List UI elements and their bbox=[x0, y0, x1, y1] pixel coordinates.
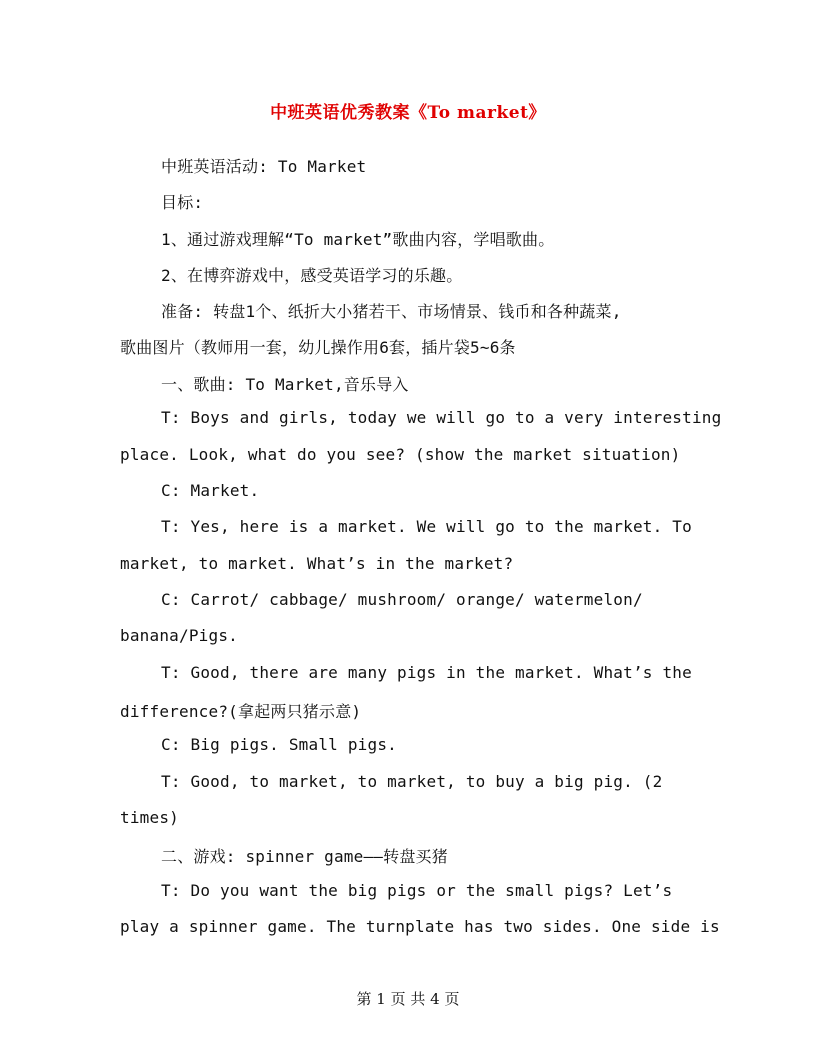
document-title: 中班英语优秀教案《To market》 bbox=[270, 103, 546, 123]
text-line: C: Big pigs. Small pigs. bbox=[161, 735, 397, 754]
text-line: 二、游戏: spinner game——转盘买猪 bbox=[161, 847, 448, 866]
text-line: 一、歌曲: To Market,音乐导入 bbox=[161, 375, 409, 394]
text-line: place. Look, what do you see? (show the market situation) bbox=[120, 445, 681, 464]
text-line: T: Do you want the big pigs or the small pigs? Let’s bbox=[161, 881, 673, 900]
text-line: 准备: 转盘1个、纸折大小猪若干、市场情景、钱币和各种蔬菜, bbox=[161, 302, 622, 321]
text-line: 1、通过游戏理解“To market”歌曲内容，学唱歌曲。 bbox=[161, 230, 555, 249]
text-line: 2、在博弈游戏中，感受英语学习的乐趣。 bbox=[161, 266, 463, 285]
text-line: banana/Pigs. bbox=[120, 626, 238, 645]
text-line: T: Good, to market, to market, to buy a big pig. (2 bbox=[161, 772, 663, 791]
text-line: 目标: bbox=[161, 193, 204, 212]
text-line: difference?(拿起两只猪示意) bbox=[120, 702, 362, 721]
text-line: T: Good, there are many pigs in the market. What’s the bbox=[161, 663, 692, 682]
text-line: market, to market. What’s in the market? bbox=[120, 554, 514, 573]
text-line: 中班英语活动: To Market bbox=[161, 157, 367, 176]
text-line: C: Market. bbox=[161, 481, 260, 500]
text-line: play a spinner game. The turnplate has two sides. One side is bbox=[120, 917, 720, 936]
text-line: 歌曲图片（教师用一套，幼儿操作用6套，插片袋5~6条 bbox=[120, 338, 516, 357]
text-line: T: Yes, here is a market. We will go to the market. To bbox=[161, 517, 692, 536]
text-line: times) bbox=[120, 808, 179, 827]
page-footer: 第 1 页 共 4 页 bbox=[356, 990, 460, 1008]
text-line: C: Carrot/ cabbage/ mushroom/ orange/ watermelon/ bbox=[161, 590, 643, 609]
text-line: T: Boys and girls, today we will go to a very interesting bbox=[161, 408, 722, 427]
